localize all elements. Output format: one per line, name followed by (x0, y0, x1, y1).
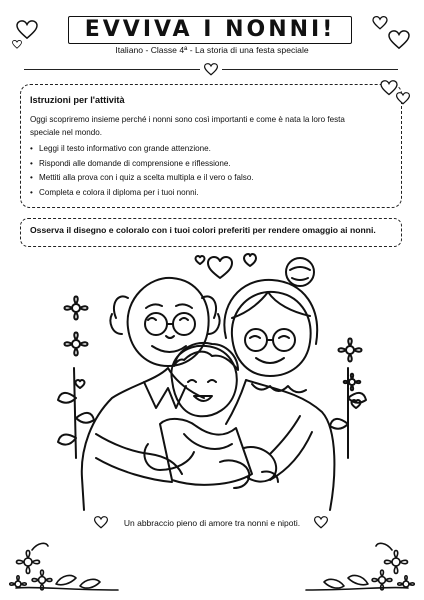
heart-icon (352, 400, 361, 408)
flower-icon (65, 297, 88, 320)
coloring-prompt: Osserva il disegno e coloralo con i tuoi colori preferiti per rendere omaggio ai nonni. (30, 225, 376, 235)
illustration-caption: Un abbraccio pieno di amore tra nonni e nipoti. (123, 518, 301, 528)
grandpa-arm (96, 434, 182, 482)
heart-icon (204, 63, 218, 76)
heart-icon (244, 254, 256, 266)
grandma-bun (286, 258, 314, 286)
flower-icon (10, 576, 27, 587)
grandpa-body (82, 368, 204, 510)
divider-right (222, 69, 398, 70)
heart-icon (16, 20, 38, 40)
flower-icon (398, 576, 415, 587)
list-item: • Leggi il testo informativo con grande attenzione. (30, 142, 380, 157)
heart-icon (76, 380, 85, 388)
instructions-list (30, 142, 380, 201)
page-title: EVVIVA I NONNI! (84, 17, 336, 42)
child-body (160, 419, 252, 485)
child-head (171, 346, 236, 416)
instructions-intro: Oggi scopriremo insieme perché i nonni sono così importanti e come è nata la loro festa speciale nel mondo. (30, 115, 345, 137)
leaf-icon (324, 579, 344, 588)
flower-icon (344, 374, 361, 391)
instructions-title: Istruzioni per l'attività (30, 95, 125, 105)
grandma-hair (224, 280, 317, 344)
flower-icon (385, 551, 408, 574)
flower-icon (65, 333, 88, 356)
flower-icon (17, 551, 40, 574)
list-item: • Completa e colora il diploma per i tuoi nonni. (30, 186, 380, 201)
page-subtitle: Italiano - Classe 4ª - La storia di una festa speciale (115, 45, 309, 55)
heart-icon (372, 16, 388, 30)
grandpa-glasses (145, 313, 167, 335)
flower-icon (339, 339, 362, 362)
title-box (68, 16, 352, 44)
heart-icon (208, 257, 232, 278)
grandma-glasses (245, 329, 267, 351)
heart-icon (196, 256, 205, 264)
divider-left (24, 69, 200, 70)
heart-icon (396, 92, 410, 105)
leaf-icon (80, 579, 100, 588)
coloring-illustration[interactable] (0, 248, 424, 518)
corner-flowers-right (298, 528, 418, 596)
leaf-icon (56, 576, 76, 585)
leaf-icon (348, 576, 368, 585)
list-item: • Mettiti alla prova con i quiz a scelta multipla e il vero o falso. (30, 171, 380, 186)
list-item: • Rispondi alle domande di comprensione e riflessione. (30, 157, 380, 172)
corner-flowers-left (6, 528, 126, 596)
